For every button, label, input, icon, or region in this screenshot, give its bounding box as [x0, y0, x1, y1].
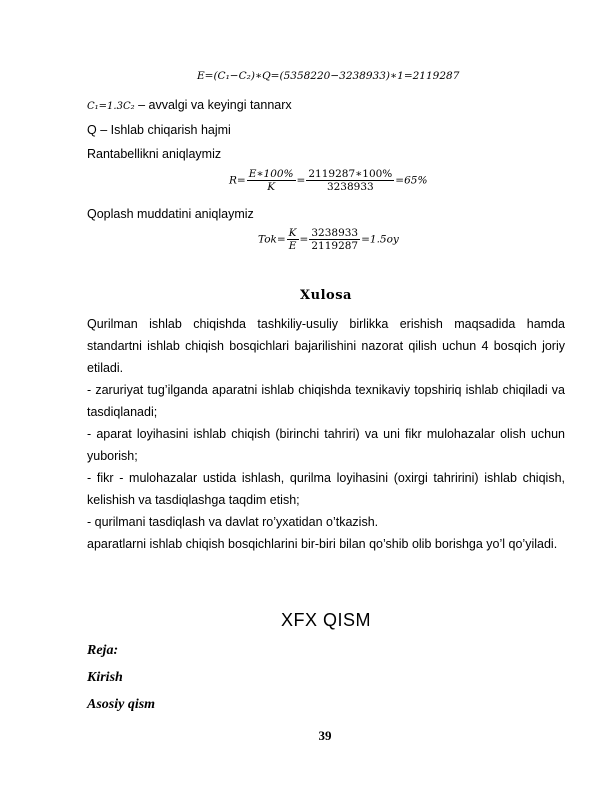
conclusion-heading: Xulosa — [300, 288, 352, 303]
payback-fraction-symbolic — [287, 227, 299, 252]
page-number: 39 — [318, 728, 332, 743]
conclusion-paragraph-6: aparatlarni ishlab chiqish bosqichlarini bir-biri bilan qo’shib olib borishga yo’l qo’yiladi. — [87, 537, 558, 551]
payback-label: Qoplash muddatini aniqlaymiz — [87, 207, 254, 221]
profitability-formula — [229, 168, 427, 193]
conclusion-paragraph-2: - zaruriyat tug’ilganda aparatni ishlab chiqishda texnikaviy topshiriq ishlab chiqiladi va tasdiqlanadi; — [87, 383, 565, 419]
payback-result: =1.5oy — [361, 233, 399, 246]
c1-definition-line — [87, 98, 292, 114]
payback-lhs: Tok= — [258, 233, 286, 246]
fraction-denominator: K — [267, 181, 276, 193]
profitability-lhs: R= — [229, 174, 246, 187]
profitability-label: Rantabellikni aniqlaymiz — [87, 147, 222, 161]
fraction-denominator: 3238933 — [326, 181, 374, 193]
fraction-numerator: 2119287∗100% — [308, 168, 393, 180]
conclusion-paragraph-5: - qurilmani tasdiqlash va davlat ro’yxatidan o’tkazish. — [87, 515, 379, 529]
fraction-numerator: E∗100% — [248, 168, 294, 180]
profitability-fraction-symbolic — [247, 168, 296, 193]
outline-item-asosiy-qism: Asosiy qism — [87, 697, 156, 712]
q-definition-line: Q – Ishlab chiqarish hajmi — [87, 123, 231, 137]
fraction-denominator: E — [288, 240, 297, 252]
outline-item-reja: Reja: — [87, 643, 119, 658]
fraction-numerator: K — [288, 227, 297, 239]
equals-sign: = — [299, 233, 309, 246]
fraction-numerator: 3238933 — [311, 227, 359, 239]
c1-description: – avvalgi va keyingi tannarx — [134, 98, 292, 112]
fraction-denominator: 2119287 — [311, 240, 359, 252]
cost-difference-formula — [197, 70, 459, 82]
c1-formula: C₁=1.3C₂ — [87, 101, 135, 112]
section-title: XFX QISM — [280, 610, 371, 630]
equals-sign: = — [296, 174, 306, 187]
conclusion-paragraph-3: - aparat loyihasini ishlab chiqish (birinchi tahriri) va uni fikr mulohazalar olish uchun yuborish; — [87, 427, 565, 463]
conclusion-paragraph-4: - fikr - mulohazalar ustida ishlash, qurilma loyihasini (oxirgi tahririni) ishlab chiqish, kelishish va tasdiqlashga taqdim etish; — [87, 471, 565, 507]
profitability-fraction-numeric — [306, 168, 394, 193]
payback-fraction-numeric — [309, 227, 360, 252]
payback-formula — [258, 227, 399, 252]
conclusion-paragraph-1: Qurilman ishlab chiqishda tashkiliy-usuliy birlikka erishish maqsadida hamda standartni ishlab chiqish bosqichlari bajarilishini nazorat qilish uchun 4 bosqich joriy etiladi. — [87, 317, 565, 375]
profitability-result: =65% — [395, 174, 428, 187]
outline-item-kirish: Kirish — [87, 670, 123, 685]
cost-difference-formula-text: E=(C₁−C₂)∗Q=(5358220−3238933)∗1=2119287 — [197, 70, 460, 82]
